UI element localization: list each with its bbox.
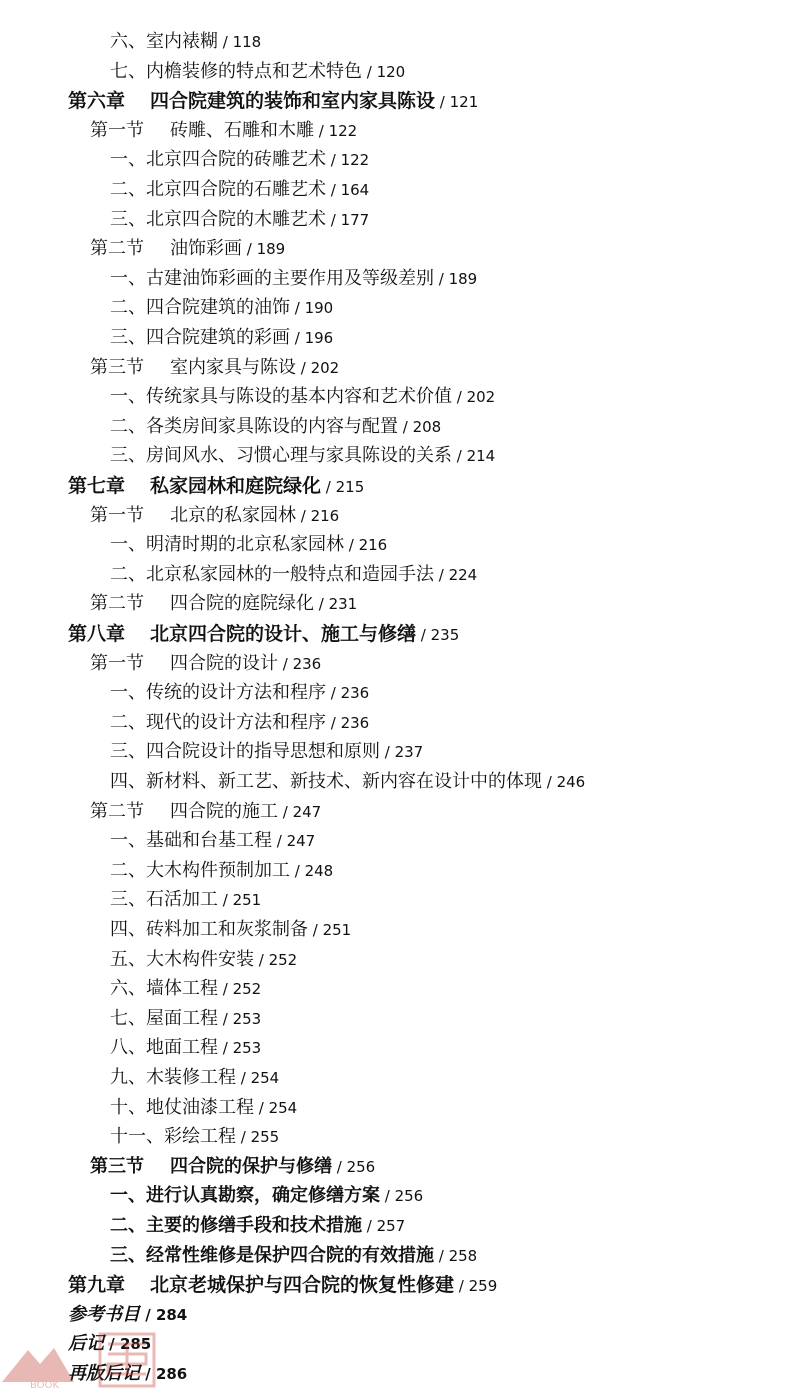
subsection-title: 六、墙体工程 bbox=[110, 978, 218, 1000]
toc-subsection bbox=[110, 415, 441, 439]
subsection-title: 八、地面工程 bbox=[110, 1037, 218, 1059]
page-separator: / bbox=[254, 1098, 269, 1117]
chapter-title: 北京四合院的设计、施工与修缮 bbox=[150, 623, 417, 645]
subsection-title: 三、四合院设计的指导思想和原则 bbox=[110, 741, 380, 763]
page-number: 196 bbox=[304, 329, 334, 347]
subsection-title: 七、内檐装修的特点和艺术特色 bbox=[110, 60, 362, 82]
section-title: 砖雕、石雕和木雕 bbox=[170, 119, 314, 141]
page-number: 257 bbox=[376, 1217, 406, 1235]
page-separator: / bbox=[452, 447, 467, 466]
page-separator: / bbox=[435, 93, 450, 112]
toc-subsection bbox=[110, 178, 369, 202]
toc-subsection bbox=[110, 681, 369, 705]
page-number: 122 bbox=[328, 121, 358, 140]
section-title: 北京的私家园林 bbox=[170, 504, 296, 526]
toc-subsection bbox=[110, 30, 261, 54]
toc-subsection bbox=[110, 208, 369, 232]
subsection-title: 九、木装修工程 bbox=[110, 1067, 236, 1088]
subsection-title: 四、砖料加工和灰浆制备 bbox=[110, 919, 308, 940]
page-number: 285 bbox=[119, 1335, 152, 1354]
page-number: 236 bbox=[340, 684, 370, 703]
section-label: 第三节 bbox=[90, 356, 144, 378]
page-number: 190 bbox=[304, 299, 334, 318]
page-number: 246 bbox=[556, 773, 586, 791]
page-number: 189 bbox=[448, 269, 478, 288]
subsection-title: 二、主要的修缮手段和技术措施 bbox=[110, 1215, 362, 1236]
toc-chapter bbox=[68, 474, 364, 499]
page-separator: / bbox=[362, 1217, 377, 1235]
subsection-title: 一、基础和台基工程 bbox=[110, 830, 272, 852]
page-separator: / bbox=[254, 950, 269, 969]
page-number: 255 bbox=[250, 1128, 280, 1147]
toc-subsection bbox=[110, 533, 387, 557]
page-separator: / bbox=[278, 802, 293, 821]
toc-section bbox=[90, 356, 339, 380]
chapter-title: 四合院建筑的装饰和室内家具陈设 bbox=[150, 90, 436, 113]
seal-icon bbox=[100, 1334, 154, 1386]
toc-section bbox=[90, 800, 321, 824]
page-number: 251 bbox=[322, 921, 352, 939]
subsection-title: 二、四合院建筑的油饰 bbox=[110, 297, 290, 319]
subsection-title: 一、明清时期的北京私家园林 bbox=[110, 534, 344, 556]
page-separator: / bbox=[326, 713, 341, 732]
toc-subsection bbox=[110, 326, 333, 350]
toc-subsection bbox=[110, 1125, 279, 1149]
page-number: 224 bbox=[448, 565, 478, 584]
page-separator: / bbox=[314, 595, 329, 614]
page-number: 120 bbox=[376, 62, 406, 81]
subsection-title: 六、室内裱糊 bbox=[110, 31, 218, 52]
page-separator: / bbox=[218, 1039, 233, 1058]
page-number: 256 bbox=[346, 1157, 376, 1176]
toc-chapter bbox=[68, 1273, 497, 1298]
subsection-title: 十一、彩绘工程 bbox=[110, 1126, 236, 1148]
page-number: 248 bbox=[304, 861, 334, 880]
page-separator: / bbox=[218, 891, 233, 910]
toc-subsection bbox=[110, 1066, 279, 1090]
page-number: 259 bbox=[468, 1277, 498, 1296]
toc-section bbox=[90, 652, 321, 676]
page-number: 256 bbox=[394, 1187, 424, 1206]
toc-subsection bbox=[110, 563, 477, 587]
page-number: 177 bbox=[340, 210, 370, 229]
page-number: 254 bbox=[250, 1069, 280, 1087]
page-number: 236 bbox=[340, 713, 370, 732]
section-title: 四合院的保护与修缮 bbox=[170, 1155, 332, 1177]
page-number: 216 bbox=[358, 536, 388, 555]
page-separator: / bbox=[326, 181, 341, 199]
page-separator: / bbox=[290, 329, 305, 347]
page-separator: / bbox=[236, 1069, 251, 1087]
page-number: 164 bbox=[340, 181, 370, 199]
chapter-label: 第六章 bbox=[68, 90, 126, 113]
page-separator: / bbox=[290, 861, 305, 880]
section-label: 第二节 bbox=[90, 593, 144, 615]
toc-subsection bbox=[110, 948, 297, 972]
page-separator: / bbox=[308, 921, 323, 939]
subsection-title: 二、现代的设计方法和程序 bbox=[110, 711, 326, 733]
subsection-title: 一、传统家具与陈设的基本内容和艺术价值 bbox=[110, 386, 452, 408]
subsection-title: 二、北京私家园林的一般特点和造园手法 bbox=[110, 563, 434, 585]
subsection-title: 三、石活加工 bbox=[110, 889, 218, 911]
page-number: 252 bbox=[232, 980, 262, 999]
chapter-title: 北京老城保护与四合院的恢复性修建 bbox=[150, 1274, 455, 1297]
toc-backmatter bbox=[68, 1303, 187, 1327]
page-separator: / bbox=[218, 980, 233, 999]
chapter-label: 第八章 bbox=[68, 623, 126, 645]
page-separator: / bbox=[314, 121, 329, 140]
toc-subsection bbox=[110, 60, 405, 84]
toc-subsection bbox=[110, 1244, 477, 1268]
page-number: 215 bbox=[335, 478, 365, 496]
subsection-title: 十、地仗油漆工程 bbox=[110, 1096, 254, 1118]
toc-subsection bbox=[110, 918, 351, 942]
subsection-title: 三、北京四合院的木雕艺术 bbox=[110, 208, 326, 230]
chapter-title: 私家园林和庭院绿化 bbox=[150, 475, 322, 497]
page-number: 247 bbox=[286, 832, 316, 851]
toc-subsection bbox=[110, 1007, 261, 1031]
subsection-title: 三、经常性维修是保护四合院的有效措施 bbox=[110, 1244, 434, 1266]
page-number: 284 bbox=[155, 1305, 188, 1324]
page-separator: / bbox=[290, 299, 305, 318]
toc-subsection bbox=[110, 267, 477, 291]
subsection-title: 三、四合院建筑的彩画 bbox=[110, 327, 290, 348]
subsection-title: 四、新材料、新工艺、新技术、新内容在设计中的体现 bbox=[110, 771, 542, 792]
toc-section bbox=[90, 504, 339, 528]
page-number: 258 bbox=[448, 1246, 478, 1265]
toc-subsection bbox=[110, 888, 261, 912]
toc-section bbox=[90, 119, 357, 143]
page-separator: / bbox=[380, 1187, 395, 1206]
subsection-title: 一、古建油饰彩画的主要作用及等级差别 bbox=[110, 267, 434, 289]
page-separator: / bbox=[218, 33, 233, 51]
page-separator: / bbox=[380, 743, 395, 762]
page-number: 121 bbox=[449, 93, 479, 112]
toc-subsection bbox=[110, 1036, 261, 1060]
page-number: 214 bbox=[466, 447, 496, 466]
toc-section bbox=[90, 237, 285, 261]
page-number: 202 bbox=[310, 358, 340, 377]
backmatter-title: 后记 bbox=[68, 1333, 104, 1355]
page-number: 237 bbox=[394, 743, 424, 762]
toc-subsection bbox=[110, 740, 423, 764]
page-number: 216 bbox=[310, 506, 340, 525]
section-label: 第三节 bbox=[90, 1155, 144, 1177]
page-number: 118 bbox=[232, 33, 262, 51]
toc-chapter bbox=[68, 89, 478, 114]
section-title: 四合院的庭院绿化 bbox=[170, 593, 314, 615]
page-separator: / bbox=[296, 358, 311, 377]
page-separator: / bbox=[278, 654, 293, 673]
page-separator: / bbox=[344, 536, 359, 555]
subsection-title: 一、北京四合院的砖雕艺术 bbox=[110, 149, 326, 171]
page-separator: / bbox=[398, 417, 413, 436]
page-separator: / bbox=[332, 1157, 347, 1176]
section-label: 第一节 bbox=[90, 504, 144, 526]
chapter-label: 第九章 bbox=[68, 1274, 126, 1297]
page-number: 236 bbox=[292, 654, 322, 673]
section-label: 第二节 bbox=[90, 238, 144, 260]
toc-subsection bbox=[110, 444, 495, 468]
page-separator: / bbox=[104, 1335, 120, 1354]
toc-subsection bbox=[110, 859, 333, 883]
page-number: 122 bbox=[340, 151, 370, 170]
section-label: 第二节 bbox=[90, 800, 144, 822]
page-number: 235 bbox=[430, 626, 460, 644]
page-number: 253 bbox=[232, 1039, 262, 1058]
page-number: 253 bbox=[232, 1009, 262, 1028]
page-separator: / bbox=[242, 240, 257, 259]
toc-subsection bbox=[110, 829, 315, 853]
page-separator: / bbox=[140, 1305, 156, 1324]
page-separator: / bbox=[434, 269, 449, 288]
toc-subsection bbox=[110, 1214, 405, 1238]
page-separator: / bbox=[542, 773, 557, 791]
toc-chapter bbox=[68, 622, 459, 647]
page-separator: / bbox=[140, 1365, 156, 1383]
backmatter-title: 参考书目 bbox=[68, 1303, 140, 1325]
page-separator: / bbox=[326, 684, 341, 703]
backmatter-title: 再版后记 bbox=[68, 1363, 140, 1384]
page-separator: / bbox=[326, 151, 341, 170]
section-label: 第一节 bbox=[90, 652, 144, 674]
page-number: 254 bbox=[268, 1098, 298, 1117]
toc-subsection bbox=[110, 1096, 297, 1120]
subsection-title: 二、北京四合院的石雕艺术 bbox=[110, 179, 326, 200]
toc-section bbox=[90, 592, 357, 616]
page-separator: / bbox=[454, 1277, 469, 1296]
toc-subsection bbox=[110, 385, 495, 409]
mountain-icon bbox=[2, 1348, 74, 1382]
toc-subsection bbox=[110, 770, 585, 794]
toc-section bbox=[90, 1155, 375, 1179]
page-number: 208 bbox=[412, 417, 442, 436]
page-separator: / bbox=[321, 478, 336, 496]
page-separator: / bbox=[434, 1246, 449, 1265]
page-separator: / bbox=[296, 506, 311, 525]
subsection-title: 七、屋面工程 bbox=[110, 1007, 218, 1029]
subsection-title: 二、各类房间家具陈设的内容与配置 bbox=[110, 415, 398, 437]
page-number: 247 bbox=[292, 802, 322, 821]
page-separator: / bbox=[362, 62, 377, 81]
page-separator: / bbox=[416, 626, 431, 644]
section-label: 第一节 bbox=[90, 119, 144, 141]
page-number: 251 bbox=[232, 891, 262, 910]
page-number: 231 bbox=[328, 595, 358, 614]
page-separator: / bbox=[326, 210, 341, 229]
subsection-title: 二、大木构件预制加工 bbox=[110, 859, 290, 881]
section-title: 室内家具与陈设 bbox=[170, 356, 296, 378]
toc-subsection bbox=[110, 148, 369, 172]
subsection-title: 一、进行认真勘察，确定修缮方案 bbox=[110, 1185, 380, 1207]
subsection-title: 一、传统的设计方法和程序 bbox=[110, 682, 326, 704]
page-separator: / bbox=[218, 1009, 233, 1028]
page-separator: / bbox=[452, 388, 467, 407]
subsection-title: 五、大木构件安装 bbox=[110, 948, 254, 970]
page-separator: / bbox=[236, 1128, 251, 1147]
toc-subsection bbox=[110, 977, 261, 1001]
section-title: 油饰彩画 bbox=[170, 238, 242, 260]
page-number: 189 bbox=[256, 240, 286, 259]
toc-subsection bbox=[110, 296, 333, 320]
watermark-text: BOOK bbox=[30, 1380, 59, 1390]
toc-subsection bbox=[110, 711, 369, 735]
toc-subsection bbox=[110, 1184, 423, 1208]
watermark-logo bbox=[0, 1330, 180, 1390]
chapter-label: 第七章 bbox=[68, 475, 126, 497]
page-separator: / bbox=[434, 565, 449, 584]
page-number: 252 bbox=[268, 950, 298, 969]
subsection-title: 三、房间风水、习惯心理与家具陈设的关系 bbox=[110, 445, 452, 467]
page-number: 202 bbox=[466, 388, 496, 407]
page-separator: / bbox=[272, 832, 287, 851]
section-title: 四合院的施工 bbox=[170, 800, 278, 822]
page-number: 286 bbox=[155, 1365, 188, 1383]
section-title: 四合院的设计 bbox=[170, 652, 278, 674]
